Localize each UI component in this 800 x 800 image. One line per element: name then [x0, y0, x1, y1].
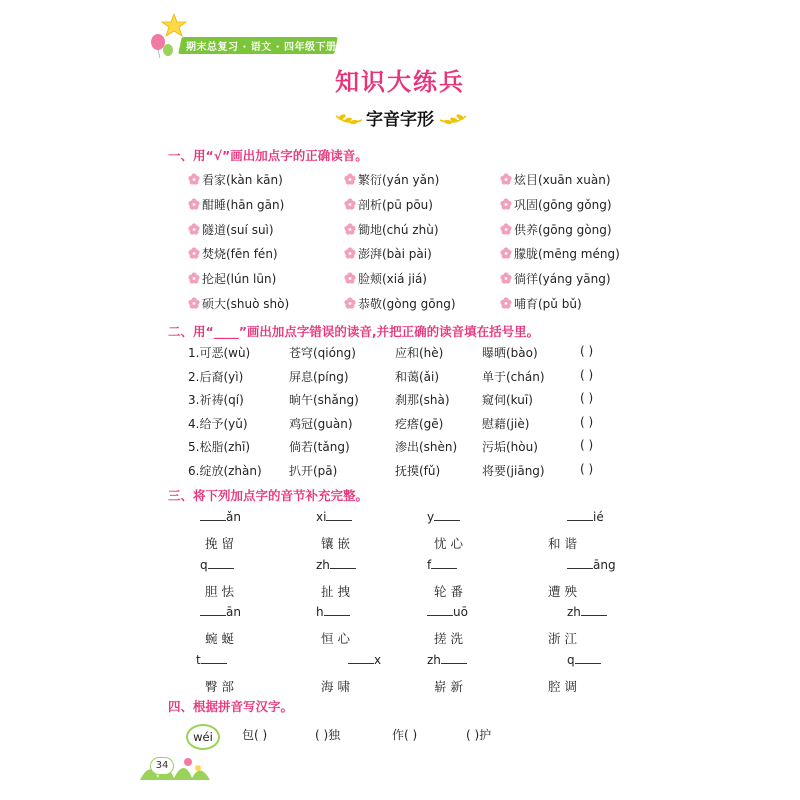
answer-parentheses: ( ) — [580, 462, 594, 476]
reading-choice-item — [344, 221, 439, 238]
pinyin-word: 苍穹(qióng) — [289, 346, 356, 360]
pinyin-word: 将要(jiāng) — [482, 464, 545, 478]
pinyin-word: 应和(hè) — [395, 346, 444, 360]
syllable-blank — [567, 558, 616, 572]
fill-blank-line — [441, 663, 467, 664]
syllable-text: xi — [316, 510, 327, 524]
word-item: 恒 心 — [321, 631, 350, 646]
syllable-blank — [196, 653, 227, 667]
word-item: 轮 番 — [434, 583, 463, 599]
word-item: 胆 怯 — [205, 583, 234, 599]
section4-item: ( )护 — [466, 728, 492, 742]
syllable-text: zh — [567, 605, 581, 619]
reading-choice-text: 炫目(xuān xuàn) — [514, 173, 611, 187]
syllable-blank — [200, 605, 241, 619]
reading-choice-item — [344, 270, 427, 287]
syllable-text: ǎn — [226, 510, 241, 524]
pinyin-word: 窥伺(kuī) — [482, 393, 533, 408]
reading-choice-text: 酣睡(hān gān) — [202, 197, 285, 212]
pinyin-wei-circle: wéi — [186, 724, 220, 750]
fill-blank-line — [434, 520, 460, 521]
reading-choice-item — [500, 171, 611, 188]
syllable-blank — [427, 510, 460, 524]
pinyin-word: 渗出(shèn) — [395, 440, 458, 455]
section1-title: 一、用“√”画出加点字的正确读音。 — [168, 148, 368, 163]
grass-decoration-icon — [140, 740, 210, 780]
syllable-blank — [200, 558, 234, 572]
answer-parentheses: ( ) — [580, 344, 594, 358]
word-item: 蜿 蜒 — [205, 631, 234, 646]
reading-choice-item — [344, 196, 433, 213]
reading-choice-text: 隧道(suí suì) — [202, 222, 274, 237]
reading-choice-item — [188, 295, 289, 312]
syllable-text: f — [427, 557, 432, 572]
section4-item: ( )独 — [315, 728, 341, 742]
word-item: 和 谐 — [548, 536, 577, 551]
word-item: 镶 嵌 — [321, 536, 350, 551]
word-item: 搓 洗 — [434, 631, 463, 646]
answer-parentheses: ( ) — [580, 367, 594, 382]
fill-blank-line — [581, 615, 607, 616]
section-subtitle: 字音字形 — [366, 110, 434, 130]
reading-choice-text: 哺育(pǔ bǔ) — [514, 297, 582, 311]
syllable-text: y — [427, 510, 435, 524]
syllable-text: ié — [593, 510, 604, 524]
fill-blank-line — [348, 663, 374, 664]
word-item: 浙 江 — [548, 631, 577, 646]
word-item: 扯 拽 — [321, 583, 350, 599]
pinyin-word: 6.绽放(zhàn) — [188, 464, 262, 478]
section3-title: 三、将下列加点字的音节补充完整。 — [168, 488, 369, 503]
reading-choice-text: 徜徉(yáng yāng) — [514, 272, 611, 287]
reading-choice-text: 抡起(lún lūn) — [202, 272, 277, 287]
word-item: 遭 殃 — [548, 583, 577, 599]
laurel-right-icon — [438, 108, 468, 128]
syllable-text: q — [567, 652, 575, 667]
page-number: 34 — [150, 757, 174, 775]
fill-blank-line — [326, 520, 352, 521]
reading-choice-text: 焚烧(fēn fén) — [202, 247, 278, 262]
section2-title: 二、用“____”画出加点字错误的读音,并把正确的读音填在括号里。 — [168, 324, 540, 339]
reading-choice-text: 脸颊(xiá jiá) — [358, 272, 427, 287]
pinyin-word: 晌午(shǎng) — [289, 393, 359, 408]
pinyin-word: 慰藉(jiè) — [482, 416, 530, 431]
pinyin-word: 扒开(pā) — [289, 464, 338, 478]
syllable-text: h — [316, 605, 324, 619]
syllable-blank — [200, 510, 241, 524]
reading-choice-item — [188, 221, 274, 238]
syllable-text: āng — [593, 557, 616, 572]
syllable-text: x — [374, 652, 382, 667]
reading-choice-text: 供养(gōng gòng) — [514, 222, 612, 237]
pinyin-word: 污垢(hòu) — [482, 440, 538, 455]
fill-blank-line — [200, 615, 226, 616]
word-item: 崭 新 — [434, 678, 463, 694]
pinyin-word: 1.可恶(wù) — [188, 346, 251, 360]
fill-blank-line — [200, 520, 226, 521]
pinyin-word: 曝晒(bào) — [482, 346, 538, 360]
reading-choice-item — [500, 295, 582, 312]
reading-choice-item — [500, 245, 620, 262]
fill-blank-line — [575, 663, 601, 664]
reading-choice-item — [188, 196, 284, 213]
pinyin-word: 倘若(tǎng) — [289, 440, 350, 455]
syllable-blank — [316, 558, 356, 572]
page-title: 知识大练兵 — [335, 68, 465, 96]
reading-choice-item — [344, 245, 432, 262]
reading-choice-item — [500, 270, 611, 287]
fill-blank-line — [201, 663, 227, 664]
syllable-text: zh — [427, 652, 441, 667]
reading-choice-text: 澎湃(bài pài) — [358, 247, 432, 262]
syllable-blank — [427, 558, 457, 572]
syllable-blank — [567, 605, 607, 619]
word-item: 腔 调 — [548, 678, 577, 694]
answer-parentheses: ( ) — [580, 414, 594, 429]
pinyin-word: 刹那(shà) — [395, 393, 450, 408]
reading-choice-text: 锄地(chú zhù) — [358, 222, 439, 237]
syllable-blank — [427, 653, 467, 667]
syllable-blank — [427, 605, 468, 619]
syllable-blank — [316, 605, 350, 619]
syllable-blank — [316, 510, 352, 524]
pinyin-word: 2.后裔(yì) — [188, 369, 244, 384]
word-item: 挽 留 — [205, 536, 234, 551]
answer-parentheses: ( ) — [580, 438, 594, 453]
fill-blank-line — [330, 568, 356, 569]
section4-item: 包( ) — [242, 728, 268, 742]
reading-choice-item — [188, 270, 276, 287]
syllable-blank — [348, 653, 381, 667]
reading-choice-item — [344, 171, 439, 188]
syllable-text: uō — [453, 605, 468, 619]
reading-choice-item — [344, 295, 456, 312]
reading-choice-text: 繁衍(yán yǎn) — [358, 173, 440, 187]
reading-choice-item — [500, 196, 612, 213]
fill-blank-line — [431, 568, 457, 569]
reading-choice-text: 剖析(pū pōu) — [358, 197, 433, 212]
pinyin-word: 3.祈祷(qí) — [188, 393, 244, 408]
header-label: 期末总复习 · 语文 · 四年级下册 — [186, 42, 337, 53]
syllable-text: zh — [316, 557, 330, 572]
fill-blank-line — [567, 520, 593, 521]
reading-choice-item — [500, 221, 612, 238]
pinyin-word: 5.松脂(zhī) — [188, 440, 251, 455]
pinyin-word: 4.给予(yǔ) — [188, 416, 248, 431]
reading-choice-text: 看家(kàn kān) — [202, 173, 283, 187]
fill-blank-line — [567, 568, 593, 569]
syllable-text: ān — [226, 605, 241, 619]
pinyin-word: 单于(chán) — [482, 369, 545, 384]
syllable-blank — [567, 653, 601, 667]
syllable-text: q — [200, 557, 208, 572]
pinyin-word: 抚摸(fǔ) — [395, 464, 441, 478]
answer-parentheses: ( ) — [580, 391, 594, 406]
reading-choice-text: 硕大(shuò shò) — [202, 297, 290, 311]
reading-choice-item — [188, 171, 283, 188]
pinyin-word: 和蔼(ǎi) — [395, 369, 440, 384]
pinyin-word: 屏息(píng) — [289, 369, 349, 384]
reading-choice-item — [188, 245, 278, 262]
syllable-blank — [567, 510, 604, 524]
pinyin-word: 疙瘩(gē) — [395, 416, 444, 431]
word-item: 臀 部 — [205, 678, 234, 694]
reading-choice-text: 朦胧(mēng méng) — [514, 247, 620, 262]
section4-title: 四、根据拼音写汉字。 — [168, 699, 294, 714]
reading-choice-text: 巩固(gōng gǒng) — [514, 197, 612, 212]
word-item: 海 啸 — [321, 678, 350, 694]
fill-blank-line — [427, 615, 453, 616]
fill-blank-line — [208, 568, 234, 569]
syllable-text: t — [196, 652, 201, 667]
section4-item: 作( ) — [392, 728, 418, 742]
fill-blank-line — [324, 615, 350, 616]
pinyin-word: 鸡冠(guàn) — [289, 416, 353, 431]
word-item: 忧 心 — [434, 536, 463, 551]
reading-choice-text: 恭敬(gòng gōng) — [358, 297, 456, 311]
